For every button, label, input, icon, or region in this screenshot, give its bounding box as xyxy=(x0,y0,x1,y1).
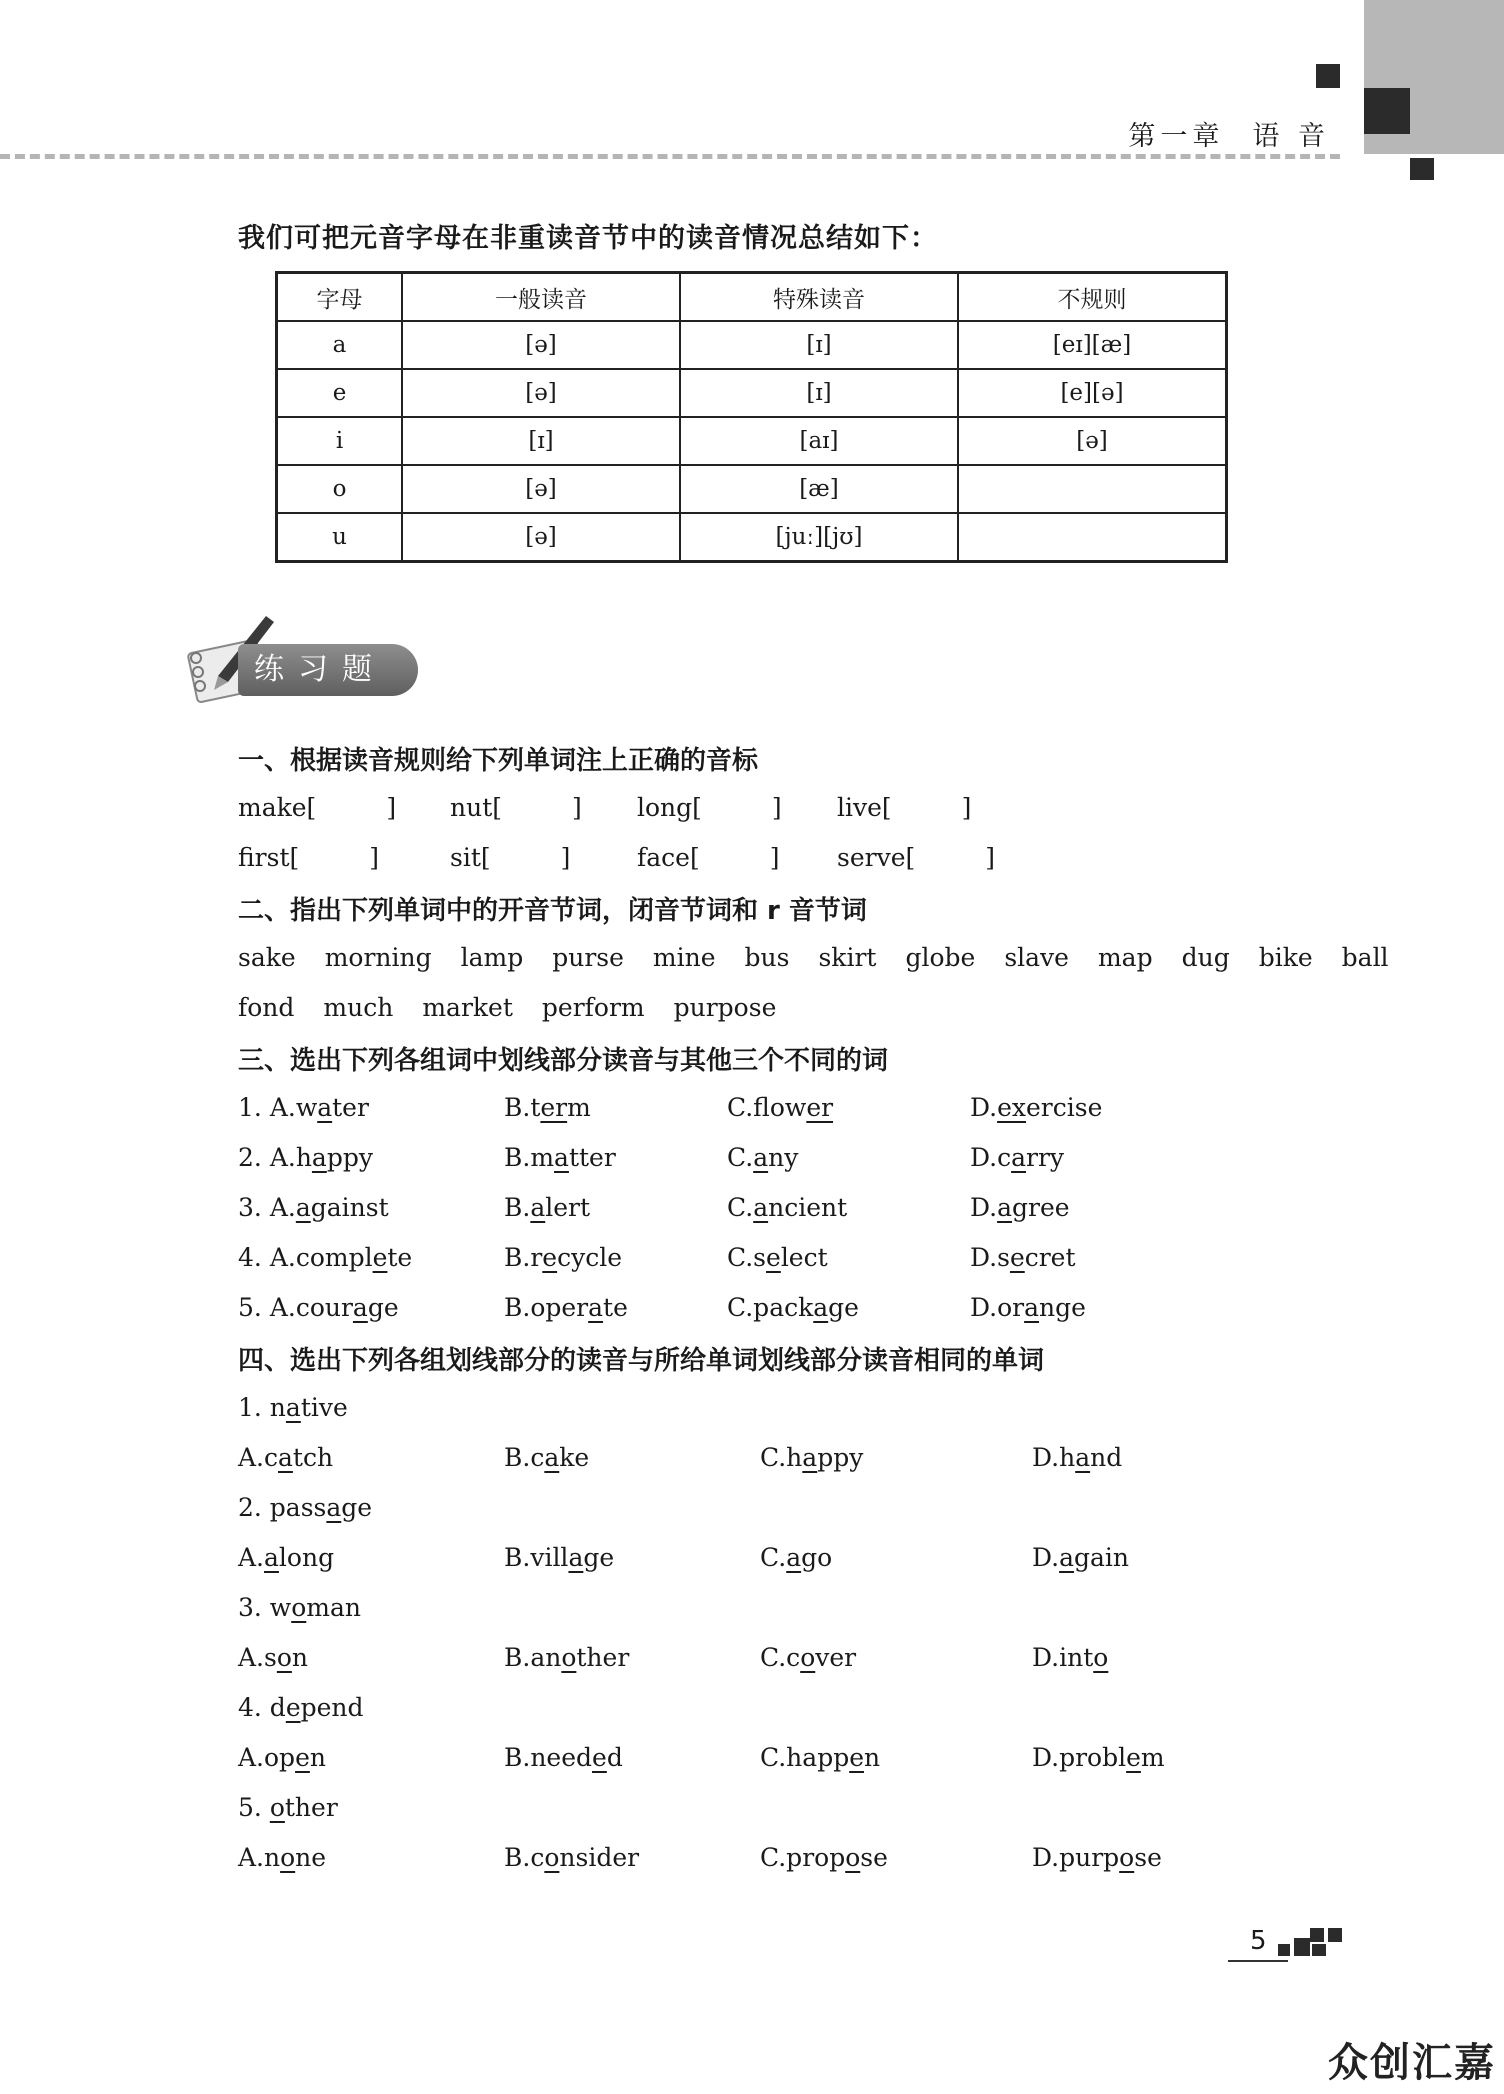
footer-square xyxy=(1294,1938,1310,1956)
footer-square xyxy=(1310,1928,1324,1942)
word-suffix: ge xyxy=(341,1493,373,1522)
list-item: much xyxy=(323,993,394,1022)
underlined-letters: a xyxy=(544,1443,560,1472)
underlined-letters: er xyxy=(540,1093,568,1122)
word-prefix: A.op xyxy=(238,1743,296,1772)
word-suffix: te xyxy=(387,1243,413,1272)
answer-option xyxy=(727,1093,833,1122)
word-suffix: cret xyxy=(1024,1243,1076,1272)
underlined-letters: e xyxy=(1009,1243,1025,1272)
table-row xyxy=(277,369,1227,417)
answer-option xyxy=(504,1743,623,1772)
blank-item xyxy=(238,793,396,822)
item-bracket: ] xyxy=(572,793,582,822)
answer-option xyxy=(727,1293,859,1322)
word-suffix: ercise xyxy=(1026,1093,1103,1122)
underlined-letters: o xyxy=(561,1643,577,1672)
footer-square xyxy=(1312,1944,1326,1956)
item-word: first[ xyxy=(238,843,300,872)
word-suffix: ther xyxy=(576,1643,630,1672)
word-prefix: B. xyxy=(504,1193,531,1222)
word-suffix: ny xyxy=(768,1143,799,1172)
table-row xyxy=(277,465,1227,513)
word-list xyxy=(238,993,776,1022)
underlined-letters: a xyxy=(997,1193,1013,1222)
section-title: 一、根据读音规则给下列单词注上正确的音标 xyxy=(238,746,759,776)
question-word xyxy=(238,1493,372,1522)
blank-item xyxy=(837,843,995,872)
underlined-letters: o xyxy=(800,1643,816,1672)
word-suffix: nsider xyxy=(559,1843,640,1872)
section-title: 二、指出下列单词中的开音节词，闭音节词和 r 音节词 xyxy=(238,896,867,926)
underlined-letters: ex xyxy=(997,1093,1027,1122)
word-suffix: te xyxy=(603,1293,628,1322)
item-word: serve[ xyxy=(837,843,916,872)
question-number: 1. xyxy=(238,1093,270,1122)
word-prefix: C.happ xyxy=(760,1743,850,1772)
table-cell: [eɪ][æ] xyxy=(958,321,1227,369)
table-cell: e xyxy=(277,369,403,417)
underlined-letters: a xyxy=(1075,1443,1091,1472)
list-item: mine xyxy=(652,943,716,972)
word-list xyxy=(238,943,1389,972)
table-header: 字母 xyxy=(277,273,403,322)
header-square xyxy=(1410,158,1434,180)
list-item: map xyxy=(1097,943,1153,972)
word-prefix: C.pack xyxy=(727,1293,814,1322)
question-number: 3. xyxy=(238,1193,270,1222)
underlined-letters: a xyxy=(1059,1543,1075,1572)
header-dashed-rule xyxy=(0,154,1340,159)
underlined-letters: o xyxy=(280,1843,296,1872)
blank-item xyxy=(450,793,582,822)
underlined-letters: o xyxy=(276,1643,292,1672)
word-prefix: D.or xyxy=(970,1293,1025,1322)
answer-option xyxy=(238,1293,399,1322)
underlined-letters: a xyxy=(588,1293,604,1322)
list-item: ball xyxy=(1341,943,1389,972)
question-number: 4. xyxy=(238,1693,262,1722)
list-item: globe xyxy=(905,943,976,972)
table-cell: [ə] xyxy=(402,369,680,417)
word-suffix: n xyxy=(291,1643,309,1672)
header-square xyxy=(1316,64,1340,88)
answer-option xyxy=(504,1643,629,1672)
answer-option xyxy=(504,1143,616,1172)
table-cell: i xyxy=(277,417,403,465)
table-cell xyxy=(958,513,1227,562)
table-header-row xyxy=(277,273,1227,322)
word-suffix: n xyxy=(309,1743,326,1772)
answer-option xyxy=(238,1843,326,1872)
answer-option xyxy=(1032,1843,1162,1872)
word-suffix: tch xyxy=(292,1443,334,1472)
underlined-letters: a xyxy=(813,1293,829,1322)
underlined-letters: a xyxy=(554,1143,569,1172)
underlined-letters: o xyxy=(544,1843,560,1872)
item-bracket: ] xyxy=(769,843,780,872)
list-item: fond xyxy=(238,993,295,1022)
item-bracket: ] xyxy=(386,793,397,822)
underlined-letters: er xyxy=(806,1093,834,1122)
word-suffix: ge xyxy=(583,1543,615,1572)
table-row xyxy=(277,321,1227,369)
underlined-letters: e xyxy=(1126,1743,1141,1772)
table-cell: [ə] xyxy=(958,417,1227,465)
blank-item xyxy=(837,793,971,822)
item-bracket: ] xyxy=(369,843,380,872)
answer-option xyxy=(727,1193,847,1222)
underlined-letters: a xyxy=(753,1193,769,1222)
word-prefix: C.h xyxy=(760,1443,803,1472)
question-word xyxy=(238,1793,338,1822)
footer-square xyxy=(1278,1944,1290,1956)
item-word: live[ xyxy=(837,793,892,822)
list-item: perform xyxy=(541,993,645,1022)
word-prefix: C. xyxy=(727,1193,754,1222)
underlined-letters: o xyxy=(845,1843,861,1872)
word-suffix: ther xyxy=(284,1793,338,1822)
answer-option xyxy=(504,1093,591,1122)
footer-square xyxy=(1328,1928,1342,1942)
word-suffix: se xyxy=(1134,1843,1162,1872)
question-number: 2. xyxy=(238,1493,262,1522)
answer-option xyxy=(238,1443,333,1472)
answer-option xyxy=(238,1193,389,1222)
question-number: 1. xyxy=(238,1393,262,1422)
answer-option xyxy=(760,1443,863,1472)
table-header: 不规则 xyxy=(958,273,1227,322)
word-prefix: B.an xyxy=(504,1643,562,1672)
answer-option xyxy=(1032,1643,1108,1672)
word-prefix: C.c xyxy=(760,1643,801,1672)
underlined-letters: a xyxy=(264,1543,279,1572)
table-cell: [ə] xyxy=(402,465,680,513)
table-cell: o xyxy=(277,465,403,513)
underlined-letters: a xyxy=(285,1393,301,1422)
answer-option xyxy=(727,1143,798,1172)
chapter-heading xyxy=(1128,114,1330,153)
word-prefix: B.oper xyxy=(504,1293,589,1322)
table-row xyxy=(277,513,1227,562)
blank-item xyxy=(238,843,379,872)
answer-option xyxy=(238,1093,369,1122)
underlined-letters: e xyxy=(372,1243,388,1272)
exercise-badge xyxy=(178,610,423,710)
word-suffix: ne xyxy=(295,1843,327,1872)
header-square xyxy=(1364,88,1410,134)
underlined-letters: a xyxy=(786,1543,802,1572)
word-prefix: B.vill xyxy=(504,1543,569,1572)
list-item: bike xyxy=(1258,943,1313,972)
word-prefix: pass xyxy=(261,1493,327,1522)
word-prefix: C.s xyxy=(727,1243,767,1272)
word-suffix: se xyxy=(860,1843,888,1872)
underlined-letters: o xyxy=(291,1593,307,1622)
item-word: make[ xyxy=(238,793,317,822)
list-item: slave xyxy=(1004,943,1069,972)
underlined-letters: a xyxy=(317,1093,333,1122)
answer-option xyxy=(504,1243,622,1272)
item-bracket: ] xyxy=(985,843,996,872)
word-prefix: D. xyxy=(970,1193,998,1222)
chapter-topic: 语 音 xyxy=(1252,121,1330,152)
word-suffix: lert xyxy=(545,1193,591,1222)
answer-option xyxy=(504,1293,628,1322)
word-prefix: D.s xyxy=(970,1243,1010,1272)
word-suffix: ncient xyxy=(768,1193,848,1222)
question-number: 5. xyxy=(238,1793,262,1822)
table-cell: [æ] xyxy=(680,465,958,513)
answer-option xyxy=(760,1643,856,1672)
item-bracket: ] xyxy=(560,843,571,872)
underlined-letters: o xyxy=(1093,1643,1109,1672)
table-header: 特殊读音 xyxy=(680,273,958,322)
underlined-letters: e xyxy=(542,1243,558,1272)
answer-option xyxy=(970,1143,1064,1172)
table-cell: [ɪ] xyxy=(680,321,958,369)
answer-option xyxy=(970,1293,1086,1322)
word-suffix: m xyxy=(1140,1743,1165,1772)
word-prefix: d xyxy=(261,1693,286,1722)
word-prefix: D. xyxy=(1032,1543,1060,1572)
list-item: market xyxy=(422,993,513,1022)
word-suffix: ver xyxy=(815,1643,857,1672)
answer-option xyxy=(970,1093,1102,1122)
word-prefix: B.c xyxy=(504,1843,545,1872)
answer-option xyxy=(970,1243,1076,1272)
word-suffix: ke xyxy=(559,1443,590,1472)
word-suffix: ppy xyxy=(817,1443,864,1472)
answer-option xyxy=(1032,1543,1129,1572)
question-number: 5. xyxy=(238,1293,270,1322)
item-bracket: ] xyxy=(961,793,972,822)
word-suffix: gain xyxy=(1074,1543,1130,1572)
answer-option xyxy=(970,1193,1070,1222)
question-number: 2. xyxy=(238,1143,270,1172)
answer-option xyxy=(504,1843,639,1872)
underlined-letters: a xyxy=(352,1293,368,1322)
chapter-label: 第一章 xyxy=(1128,121,1225,152)
list-item: dug xyxy=(1181,943,1230,972)
table-cell: u xyxy=(277,513,403,562)
question-word xyxy=(238,1593,361,1622)
intro-text: 我们可把元音字母在非重读音节中的读音情况总结如下： xyxy=(238,223,938,254)
word-prefix: C.prop xyxy=(760,1843,846,1872)
word-suffix: long xyxy=(278,1543,335,1572)
word-suffix: nd xyxy=(1090,1443,1123,1472)
question-number: 4. xyxy=(238,1243,270,1272)
word-prefix: A.n xyxy=(238,1843,281,1872)
item-bracket: ] xyxy=(771,793,782,822)
vowel-table xyxy=(275,271,1228,563)
blank-item xyxy=(637,843,779,872)
table-cell xyxy=(958,465,1227,513)
list-item: bus xyxy=(744,943,790,972)
word-prefix: B.need xyxy=(504,1743,593,1772)
underlined-letters: a xyxy=(753,1143,769,1172)
exercise-badge-label: 练习题 xyxy=(238,644,418,696)
word-prefix: n xyxy=(261,1393,286,1422)
table-row xyxy=(277,417,1227,465)
table-cell: [ə] xyxy=(402,513,680,562)
table-header: 一般读音 xyxy=(402,273,680,322)
table-cell: [ɪ] xyxy=(402,417,680,465)
word-suffix: ge xyxy=(367,1293,399,1322)
word-prefix: A.s xyxy=(238,1643,277,1672)
word-suffix: ppy xyxy=(326,1143,373,1172)
word-suffix: m xyxy=(567,1093,591,1122)
blank-item xyxy=(637,793,782,822)
list-item: lamp xyxy=(460,943,524,972)
word-suffix: n xyxy=(864,1743,881,1772)
question-number: 3. xyxy=(238,1593,262,1622)
underlined-letters: a xyxy=(278,1443,293,1472)
item-word: long[ xyxy=(637,793,702,822)
word-prefix: A. xyxy=(269,1193,296,1222)
word-suffix: gainst xyxy=(310,1193,389,1222)
word-prefix: C.flow xyxy=(727,1093,807,1122)
list-item: sake xyxy=(238,943,296,972)
table-cell: [juː][jʊ] xyxy=(680,513,958,562)
page-number-rule xyxy=(1228,1960,1288,1962)
word-suffix: tter xyxy=(568,1143,616,1172)
underlined-letters: a xyxy=(311,1143,327,1172)
underlined-letters: a xyxy=(1024,1293,1040,1322)
answer-option xyxy=(238,1643,308,1672)
word-prefix: A.c xyxy=(238,1443,279,1472)
word-suffix: lect xyxy=(780,1243,828,1272)
underlined-letters: a xyxy=(295,1193,311,1222)
answer-option xyxy=(238,1243,412,1272)
underlined-letters: a xyxy=(568,1543,584,1572)
list-item: purpose xyxy=(673,993,777,1022)
underlined-letters: a xyxy=(326,1493,342,1522)
word-prefix: B.t xyxy=(504,1093,541,1122)
answer-option xyxy=(504,1543,614,1572)
underlined-letters: a xyxy=(530,1193,546,1222)
answer-option xyxy=(238,1743,326,1772)
list-item: skirt xyxy=(818,943,877,972)
word-suffix: ter xyxy=(332,1093,369,1122)
word-prefix: w xyxy=(261,1593,292,1622)
underlined-letters: o xyxy=(1119,1843,1135,1872)
word-prefix: D.purp xyxy=(1032,1843,1120,1872)
list-item: morning xyxy=(324,943,432,972)
answer-option xyxy=(504,1193,590,1222)
table-cell: a xyxy=(277,321,403,369)
answer-option xyxy=(760,1743,880,1772)
word-prefix: A.w xyxy=(269,1093,318,1122)
question-word xyxy=(238,1693,364,1722)
item-word: nut[ xyxy=(450,793,503,822)
word-suffix: nge xyxy=(1039,1293,1086,1322)
word-suffix: rry xyxy=(1026,1143,1065,1172)
table-cell: [e][ə] xyxy=(958,369,1227,417)
word-suffix: d xyxy=(606,1743,623,1772)
underlined-letters: e xyxy=(766,1243,781,1272)
answer-option xyxy=(760,1543,832,1572)
word-prefix: B.r xyxy=(504,1243,543,1272)
word-prefix: A.h xyxy=(269,1143,312,1172)
word-prefix: D.probl xyxy=(1032,1743,1127,1772)
answer-option xyxy=(760,1843,888,1872)
table-cell: [aɪ] xyxy=(680,417,958,465)
word-prefix: B.c xyxy=(504,1443,545,1472)
question-word xyxy=(238,1393,348,1422)
answer-option xyxy=(727,1243,828,1272)
underlined-letters: a xyxy=(1011,1143,1027,1172)
word-prefix: B.m xyxy=(504,1143,555,1172)
answer-option xyxy=(1032,1443,1122,1472)
watermark: 众创汇嘉 xyxy=(1328,2040,1496,2086)
underlined-letters: e xyxy=(592,1743,607,1772)
word-prefix: D.int xyxy=(1032,1643,1094,1672)
answer-option xyxy=(1032,1743,1165,1772)
word-prefix: A.cour xyxy=(269,1293,353,1322)
word-prefix: A. xyxy=(238,1543,265,1572)
word-prefix: C. xyxy=(760,1543,787,1572)
item-word: face[ xyxy=(637,843,700,872)
word-suffix: tive xyxy=(300,1393,348,1422)
section-title: 四、选出下列各组划线部分的读音与所给单词划线部分读音相同的单词 xyxy=(238,1346,1045,1376)
answer-option xyxy=(238,1543,334,1572)
answer-option xyxy=(504,1443,589,1472)
word-suffix: ge xyxy=(828,1293,859,1322)
word-suffix: man xyxy=(306,1593,361,1622)
underlined-letters: a xyxy=(802,1443,818,1472)
word-suffix: go xyxy=(801,1543,833,1572)
underlined-letters: e xyxy=(285,1693,301,1722)
blank-item xyxy=(450,843,570,872)
word-suffix: gree xyxy=(1012,1193,1070,1222)
word-prefix: A.compl xyxy=(269,1243,373,1272)
page-number: 5 xyxy=(1250,1926,1267,1956)
underlined-letters: e xyxy=(295,1743,310,1772)
word-suffix: cycle xyxy=(557,1243,622,1272)
word-prefix: D. xyxy=(970,1093,998,1122)
word-suffix: pend xyxy=(300,1693,364,1722)
underlined-letters: o xyxy=(269,1793,285,1822)
answer-option xyxy=(238,1143,373,1172)
word-prefix xyxy=(262,1793,270,1822)
word-prefix: C. xyxy=(727,1143,754,1172)
word-prefix: D.c xyxy=(970,1143,1012,1172)
table-cell: [ɪ] xyxy=(680,369,958,417)
underlined-letters: e xyxy=(849,1743,864,1772)
word-prefix: D.h xyxy=(1032,1443,1076,1472)
section-title: 三、选出下列各组词中划线部分读音与其他三个不同的词 xyxy=(238,1046,889,1076)
item-word: sit[ xyxy=(450,843,491,872)
list-item: purse xyxy=(552,943,624,972)
table-cell: [ə] xyxy=(402,321,680,369)
